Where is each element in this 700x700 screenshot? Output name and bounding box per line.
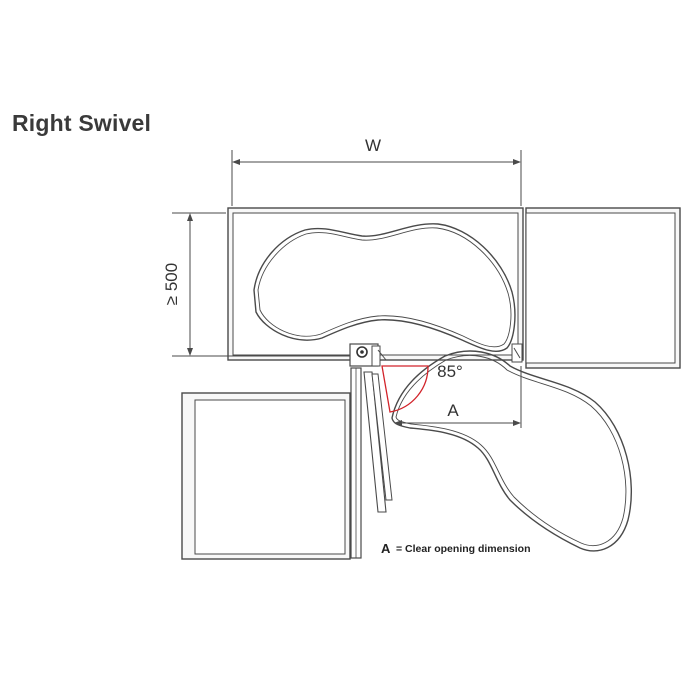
- width-dimension: [232, 150, 521, 206]
- cabinet-door: [351, 368, 392, 558]
- lower-left-cabinet: [182, 393, 350, 559]
- angle-label: 85°: [437, 362, 463, 381]
- opening-label: A: [447, 401, 459, 420]
- width-label: W: [364, 136, 382, 155]
- legend-text: = Clear opening dimension: [396, 543, 531, 555]
- diagram-title: Right Swivel: [12, 110, 152, 136]
- legend-letter: A: [381, 541, 391, 556]
- depth-label: ≥ 500: [162, 262, 181, 306]
- lower-swivel-tray: [392, 351, 631, 551]
- corner-cabinet: [228, 208, 523, 360]
- right-cabinet: [526, 208, 680, 368]
